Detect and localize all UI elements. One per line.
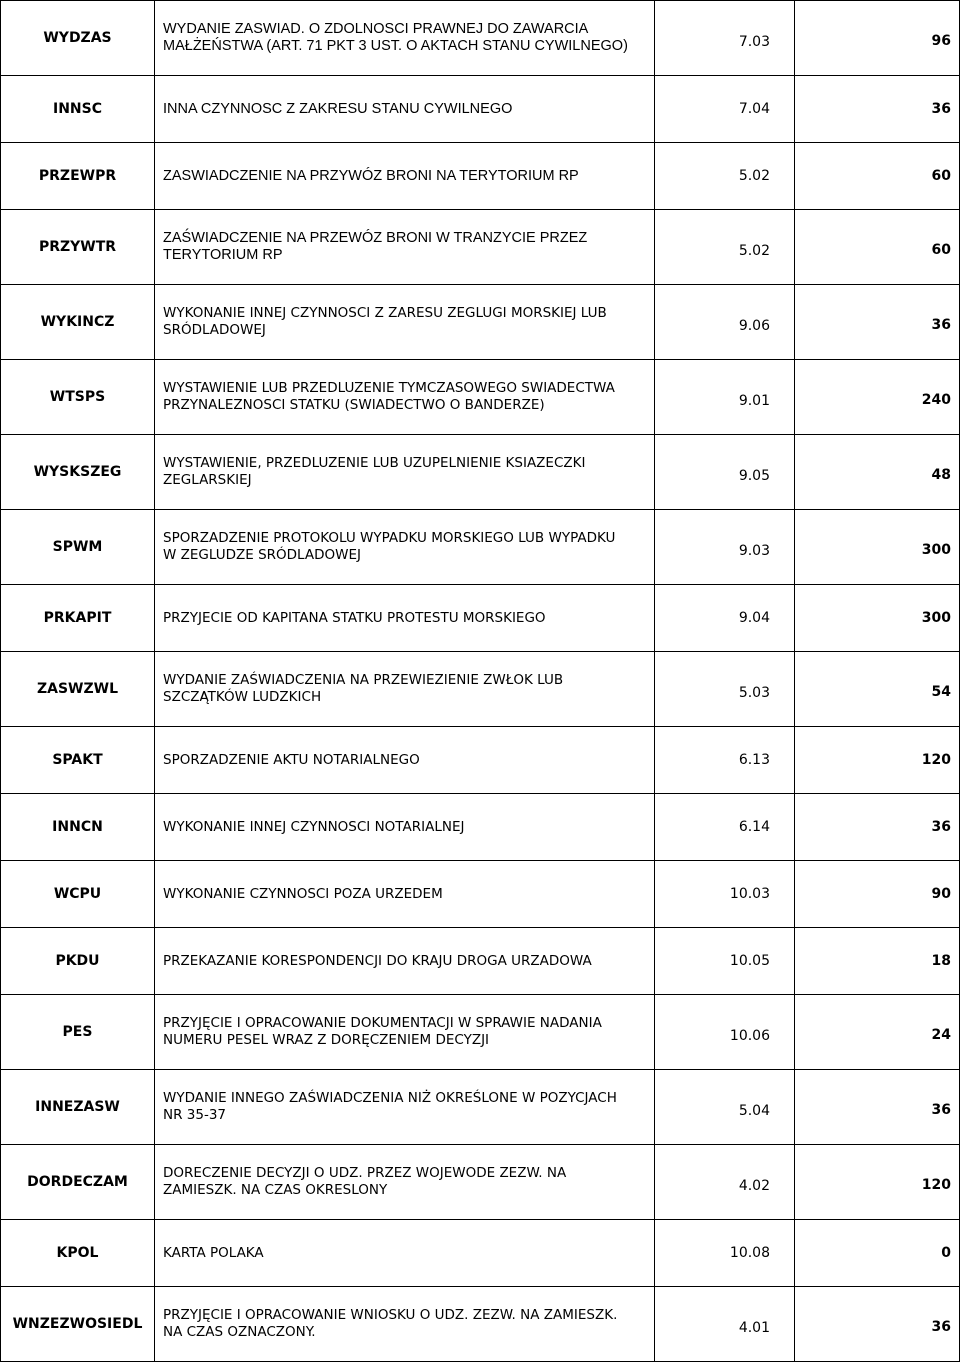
fee-amount: 36 [795,1287,960,1362]
fee-description [155,285,655,360]
fee-amount: 120 [795,727,960,794]
fee-description-text: WYDANIE ZAŚWIADCZENIA NA PRZEWIEZIENIE ZWŁOK LUB SZCZĄTKÓW LUDZKICH [163,672,564,705]
fee-code: ZASWZWL [1,652,155,727]
fee-description [155,143,655,210]
fee-position: 10.03 [655,861,795,928]
fee-amount: 90 [795,861,960,928]
fee-description-text: WYKONANIE INNEJ CZYNNOSCI Z ZARESU ZEGLUGI MORSKIEJ LUB SRÓDLADOWEJ [163,305,607,338]
fee-position: 4.02 [655,1145,795,1220]
fee-position: 9.04 [655,585,795,652]
fee-description-text: WYSTAWIENIE, PRZEDLUZENIE LUB UZUPELNIENIE KSIAZECZKI ZEGLARSKIEJ [163,455,586,488]
fee-description [155,210,655,285]
fee-position: 9.05 [655,435,795,510]
table-row [1,76,960,143]
table-row [1,360,960,435]
table-row [1,585,960,652]
table-row [1,727,960,794]
table-row [1,435,960,510]
fee-description-text: WYSTAWIENIE LUB PRZEDLUZENIE TYMCZASOWEGO SWIADECTWA PRZYNALEZNOSCI STATKU (SWIADECTWO O BANDERZE) [163,380,615,413]
fee-description-text: ZASWIADCZENIE NA PRZYWÓZ BRONI NA TERYTORIUM RP [163,167,579,184]
fee-table-body [1,1,960,1362]
fee-description [155,1220,655,1287]
fee-description-text: PRZYJĘCIE I OPRACOWANIE WNIOSKU O UDZ. ZEZW. NA ZAMIESZK. NA CZAS OZNACZONY. [163,1307,618,1340]
fee-code: PRZEWPR [1,143,155,210]
fee-amount: 18 [795,928,960,995]
fee-description [155,928,655,995]
table-row [1,652,960,727]
table-row [1,995,960,1070]
fee-amount: 48 [795,435,960,510]
fee-amount: 120 [795,1145,960,1220]
fee-code: WYKINCZ [1,285,155,360]
fee-description [155,360,655,435]
fee-code: INNCN [1,794,155,861]
fee-code: SPWM [1,510,155,585]
table-row [1,285,960,360]
fee-amount: 96 [795,1,960,76]
fee-position: 9.03 [655,510,795,585]
fee-description-text: INNA CZYNNOSC Z ZAKRESU STANU CYWILNEGO [163,100,513,117]
fee-code: DORDECZAM [1,1145,155,1220]
fee-position: 5.02 [655,143,795,210]
fee-description-text: ZAŚWIADCZENIE NA PRZEWÓZ BRONI W TRANZYCIE PRZEZ TERYTORIUM RP [163,230,588,263]
fee-position: 9.01 [655,360,795,435]
table-row [1,510,960,585]
fee-amount: 36 [795,285,960,360]
fee-description [155,510,655,585]
fee-code: WNZEZWOSIEDL [1,1287,155,1362]
fee-description [155,995,655,1070]
fee-description [155,1145,655,1220]
table-row [1,1145,960,1220]
fee-code: INNEZASW [1,1070,155,1145]
fee-position: 7.04 [655,76,795,143]
fee-description-text: WYDANIE INNEGO ZAŚWIADCZENIA NIŻ OKREŚLONE W POZYCJACH NR 35-37 [163,1090,617,1123]
fee-description [155,76,655,143]
fee-amount: 36 [795,76,960,143]
fee-code: WTSPS [1,360,155,435]
table-row [1,210,960,285]
fee-description [155,861,655,928]
fee-description-text: PRZYJECIE OD KAPITANA STATKU PROTESTU MORSKIEGO [163,609,546,626]
fee-description [155,794,655,861]
fee-position: 5.02 [655,210,795,285]
fee-description-text: WYKONANIE INNEJ CZYNNOSCI NOTARIALNEJ [163,818,465,835]
fee-description [155,727,655,794]
fee-description-text: WYKONANIE CZYNNOSCI POZA URZEDEM [163,885,443,902]
fee-code: KPOL [1,1220,155,1287]
table-row [1,1220,960,1287]
fee-position: 6.13 [655,727,795,794]
fee-amount: 36 [795,1070,960,1145]
fee-position: 10.05 [655,928,795,995]
fee-position: 4.01 [655,1287,795,1362]
fee-description [155,435,655,510]
fee-code: WYDZAS [1,1,155,76]
fee-code: INNSC [1,76,155,143]
fee-amount: 60 [795,210,960,285]
fee-description-text: PRZYJĘCIE I OPRACOWANIE DOKUMENTACJI W SPRAWIE NADANIA NUMERU PESEL WRAZ Z DORĘCZENIEM DECYZJI [163,1015,602,1048]
fee-amount: 24 [795,995,960,1070]
fee-code: PKDU [1,928,155,995]
fee-code: WYSKSZEG [1,435,155,510]
fee-description [155,585,655,652]
fee-position: 10.08 [655,1220,795,1287]
fee-amount: 0 [795,1220,960,1287]
fee-position: 7.03 [655,1,795,76]
fee-description [155,1070,655,1145]
table-row [1,1070,960,1145]
fee-code: PES [1,995,155,1070]
table-row [1,794,960,861]
fee-description-text: SPORZADZENIE PROTOKOLU WYPADKU MORSKIEGO LUB WYPADKU W ZEGLUDZE SRÓDLADOWEJ [163,530,616,563]
fee-description-text: WYDANIE ZASWIAD. O ZDOLNOSCI PRAWNEJ DO ZAWARCIA MAŁŻEŃSTWA (ART. 71 PKT 3 UST. O AKTACH STANU CYWILNEGO) [163,21,628,54]
table-row [1,928,960,995]
fee-amount: 240 [795,360,960,435]
fee-code: PRKAPIT [1,585,155,652]
fee-code: WCPU [1,861,155,928]
fee-description [155,652,655,727]
fee-description [155,1287,655,1362]
fee-description-text: DORECZENIE DECYZJI O UDZ. PRZEZ WOJEWODE ZEZW. NA ZAMIESZK. NA CZAS OKRESLONY [163,1165,567,1198]
fee-description-text: SPORZADZENIE AKTU NOTARIALNEGO [163,751,420,768]
table-row [1,1,960,76]
fee-amount: 300 [795,585,960,652]
fee-position: 5.03 [655,652,795,727]
fee-description-text: PRZEKAZANIE KORESPONDENCJI DO KRAJU DROGA URZADOWA [163,952,592,969]
fee-position: 9.06 [655,285,795,360]
fee-code: SPAKT [1,727,155,794]
fee-position: 6.14 [655,794,795,861]
table-row [1,143,960,210]
fee-description-text: KARTA POLAKA [163,1244,264,1261]
fee-amount: 36 [795,794,960,861]
fee-amount: 300 [795,510,960,585]
table-row [1,1287,960,1362]
fee-amount: 54 [795,652,960,727]
fee-description [155,1,655,76]
fee-code: PRZYWTR [1,210,155,285]
fee-position: 10.06 [655,995,795,1070]
fee-position: 5.04 [655,1070,795,1145]
table-row [1,861,960,928]
fee-amount: 60 [795,143,960,210]
